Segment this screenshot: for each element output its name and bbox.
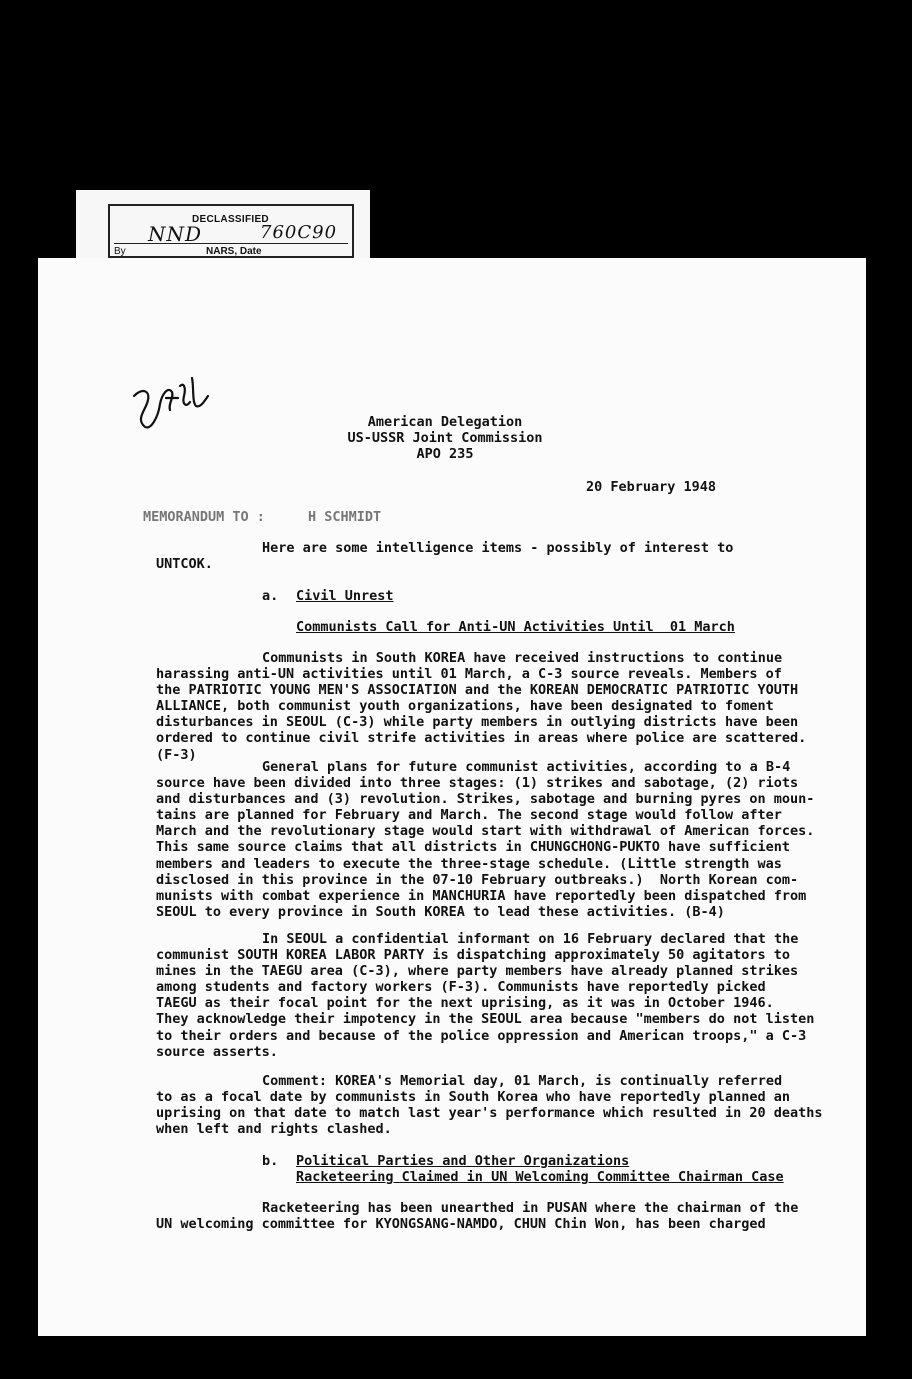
paragraph-line: March and the revolutionary stage would start with withdrawal of American forces. (156, 823, 815, 840)
paragraph-line: Comment: KOREA's Memorial day, 01 March, is continually referred (262, 1073, 783, 1089)
header-line-3: APO 235 (416, 446, 474, 462)
paragraph-line: disturbances in SEOUL (C-3) while party members in outlying districts have been (156, 714, 799, 731)
intro-line-2: UNTCOK. (156, 556, 213, 572)
paragraph-line: This same source claims that all districts in CHUNGCHONG-PUKTO have sufficient (156, 839, 790, 856)
paragraph-line: SEOUL to every province in South KOREA to lead these activities. (B-4) (156, 903, 725, 920)
paragraph-line: tains are planned for February and March. The second stage would follow after (156, 807, 782, 824)
paragraph-line: Communists in South KOREA have received instructions to continue (262, 650, 783, 666)
paragraph-line: harassing anti-UN activities until 01 March, a C-3 source reveals. Members of (156, 666, 782, 683)
memo-to-label: MEMORANDUM TO : (143, 509, 265, 525)
section-a-letter: a. (262, 588, 279, 604)
stamp-declassified-label: DECLASSIFIED (192, 214, 269, 225)
paragraph-line: members and leaders to execute the three-stage schedule. (Little strength was (156, 855, 782, 872)
paragraph-line: source have been divided into three stages: (1) strikes and sabotage, (2) riots (156, 775, 799, 792)
paragraph-line: General plans for future communist activities, according to a B-4 (262, 759, 791, 775)
paragraph-line: They acknowledge their impotency in the SEOUL area because "members do not listen (156, 1011, 815, 1028)
paragraph-line: among students and factory workers (F-3). Communists have reportedly picked (156, 979, 766, 996)
stamp-nars-date-label: NARS, Date (206, 246, 262, 257)
section-a-paragraph-2 (156, 759, 814, 920)
memo-date: 20 February 1948 (586, 479, 717, 495)
paragraph-line: TAEGU as their focal point for the next uprising, as it was in October 1946. (156, 995, 774, 1012)
section-a-heading: Civil Unrest (296, 588, 394, 604)
paragraph-line: when left and rights clashed. (156, 1121, 392, 1138)
paragraph-line: Racketeering has been unearthed in PUSAN where the chairman of the (262, 1200, 799, 1216)
section-a-subheading: Communists Call for Anti-UN Activities Until 01 March (296, 619, 735, 635)
section-a-comment (156, 1073, 822, 1137)
header-line-1: American Delegation (367, 414, 523, 430)
paragraph-line: ordered to continue civil strife activities in areas where police are scattered. (156, 730, 807, 747)
stamp-authority: NND (148, 222, 203, 246)
stamp-by-label: By (114, 246, 126, 257)
header-line-2: US-USSR Joint Commission (347, 430, 543, 446)
stamp-number: 760C90 (260, 222, 338, 243)
memo-to-name: H SCHMIDT (308, 509, 382, 525)
intro-line-1: Here are some intelligence items - possibly of interest to (262, 540, 734, 556)
paragraph-line: ALLIANCE, both communist youth organizations, have been designated to foment (156, 698, 774, 715)
section-b-letter: b. (262, 1153, 279, 1169)
paragraph-line: to as a focal date by communists in South Korea who have reportedly planned an (156, 1089, 790, 1106)
paragraph-line: In SEOUL a confidential informant on 16 February declared that the (262, 931, 799, 947)
paragraph-line: to their orders and because of the police oppression and American troops," a C-3 (156, 1027, 807, 1044)
section-a-paragraph-3 (156, 931, 814, 1060)
paragraph-line: UN welcoming committee for KYONGSANG-NAMDO, CHUN Chin Won, has been charged (156, 1216, 766, 1233)
section-b-paragraph-1 (156, 1200, 798, 1232)
section-b-heading: Political Parties and Other Organizations (296, 1153, 630, 1169)
paragraph-line: munists with combat experience in MANCHURIA have reportedly been dispatched from (156, 887, 807, 904)
paragraph-line: mines in the TAEGU area (C-3), where party members have already planned strikes (156, 963, 799, 980)
section-b-subheading: Racketeering Claimed in UN Welcoming Committee Chairman Case (296, 1169, 784, 1185)
paragraph-line: (F-3) (156, 746, 197, 763)
paragraph-line: communist SOUTH KOREA LABOR PARTY is dispatching approximately 50 agitators to (156, 947, 790, 964)
paragraph-line: source asserts. (156, 1043, 278, 1060)
paragraph-line: disclosed in this province in the 07-10 February outbreaks.) North Korean com- (156, 871, 799, 888)
section-a-paragraph-1 (156, 650, 806, 763)
paragraph-line: uprising on that date to match last year's performance which resulted in 20 deaths (156, 1105, 823, 1122)
paragraph-line: and disturbances and (3) revolution. Strikes, sabotage and burning pyres on moun- (156, 791, 815, 808)
paragraph-line: the PATRIOTIC YOUNG MEN'S ASSOCIATION and the KOREAN DEMOCRATIC PATRIOTIC YOUTH (156, 682, 799, 699)
